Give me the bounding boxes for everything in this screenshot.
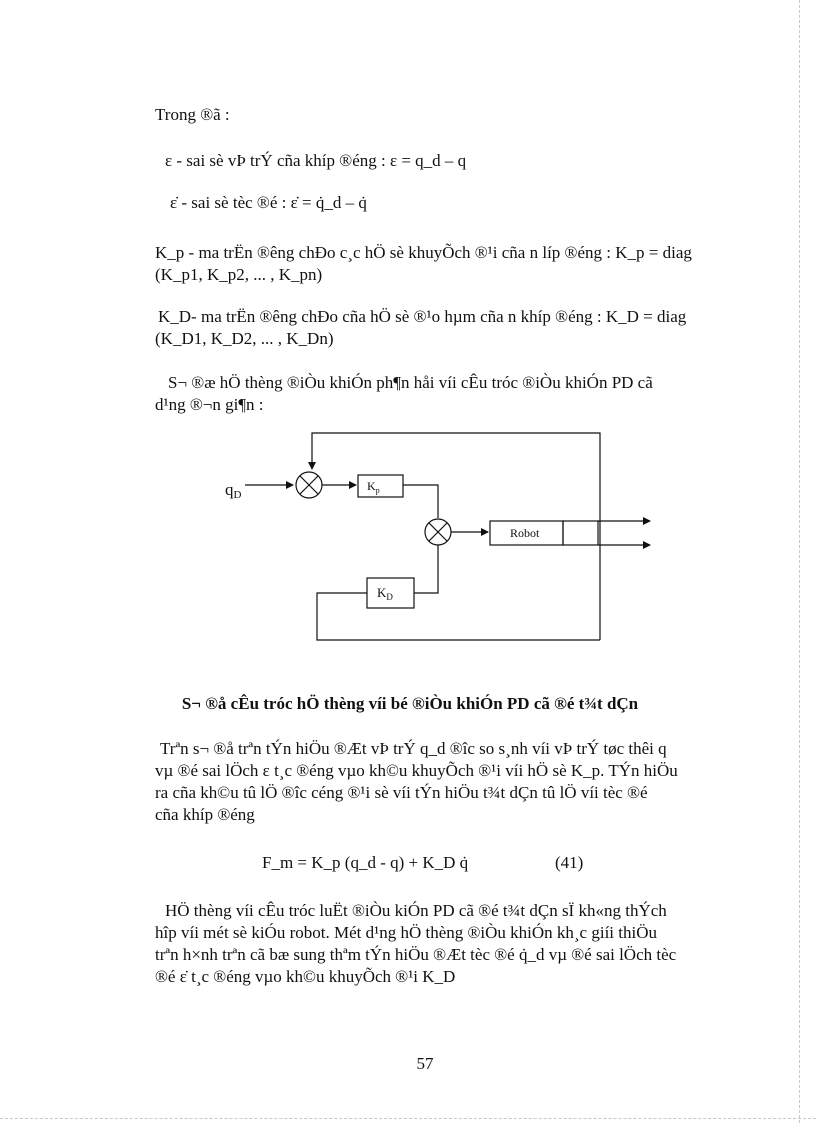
kp-block bbox=[358, 475, 403, 497]
text-line: HÖ thèng víi cÊu tróc luËt ®iÒu kiÓn PD cã ®é t¾t dÇn sÏ kh«ng thÝch bbox=[165, 901, 667, 920]
input-label: qD bbox=[225, 480, 242, 501]
page-number: 57 bbox=[416, 1054, 434, 1073]
kp-label: $K_p$ bbox=[367, 479, 380, 495]
figure-caption: S¬ ®å cÊu tróc hÖ thèng víi bé ®iÒu khiÓn PD cã ®é t¾t dÇn bbox=[181, 694, 639, 713]
text-line: K_D- ma trËn ®êng chÐo cña hÖ sè ®¹o hµm cña n khíp ®éng : K_D = diag bbox=[158, 307, 687, 326]
text-line: trªn h×nh trªn cã bæ sung thªm tÝn hiÖu ®Æt tèc ®é q̇_d vµ ®é sai lÖch tèc bbox=[155, 945, 677, 964]
text-line: Trong ®ã : bbox=[155, 105, 230, 124]
page-border-bottom bbox=[0, 1118, 816, 1119]
equation-number: (41) bbox=[555, 853, 584, 872]
robot-label: Robot bbox=[510, 526, 540, 540]
text-line: (K_p1, K_p2, ... , K_pn) bbox=[155, 265, 323, 284]
text-line: S¬ ®æ hÖ thèng ®iÒu khiÓn ph¶n håi víi cÊu tróc ®iÒu khiÓn PD cã bbox=[168, 373, 653, 392]
text-line: K_p - ma trËn ®êng chÐo c¸c hÖ sè khuyÕch ®¹i cña n líp ®éng : K_p = diag bbox=[155, 243, 692, 262]
text-line: ra cña kh©u tû lÖ ®îc céng ®¹i sè víi tÝn hiÖu t¾t dÇn tû lÖ víi tèc ®é bbox=[155, 783, 648, 802]
text-line: Trªn s¬ ®å trªn tÝn hiÖu ®Æt vÞ trÝ q_d ®îc so s¸nh víi vÞ trÝ tøc thêi q bbox=[160, 739, 667, 758]
equation: F_m = K_p (q_d - q) + K_D q̇ bbox=[262, 853, 469, 872]
text-line: cña khíp ®éng bbox=[155, 805, 255, 824]
text-line: (K_D1, K_D2, ... , K_Dn) bbox=[155, 329, 334, 348]
top-feedback-line bbox=[312, 433, 600, 640]
text-line: d¹ng ®¬n gi¶n : bbox=[155, 395, 264, 414]
text-line: ε̇ - sai sè tèc ®é : ε̇ = q̇_d – q̇ bbox=[170, 193, 367, 212]
kd-label: $K_D$ bbox=[377, 585, 393, 602]
bottom-feedback-line bbox=[317, 593, 600, 640]
text-line: ε - sai sè vÞ trÝ cña khíp ®éng : ε = q_d – q bbox=[165, 151, 467, 170]
text-line: ®é ε̇ t¸c ®éng vµo kh©u khuyÕch ®¹i K_D bbox=[155, 967, 456, 986]
text-line: hîp víi mét sè kiÓu robot. Mét d¹ng hÖ thèng ®iÒu khiÓn kh¸c giíi thiÖu bbox=[155, 923, 657, 942]
text-line: vµ ®é sai lÖch ε t¸c ®éng vµo kh©u khuyÕch ®¹i víi hÖ sè K_p. TÝn hiÖu bbox=[155, 761, 678, 780]
